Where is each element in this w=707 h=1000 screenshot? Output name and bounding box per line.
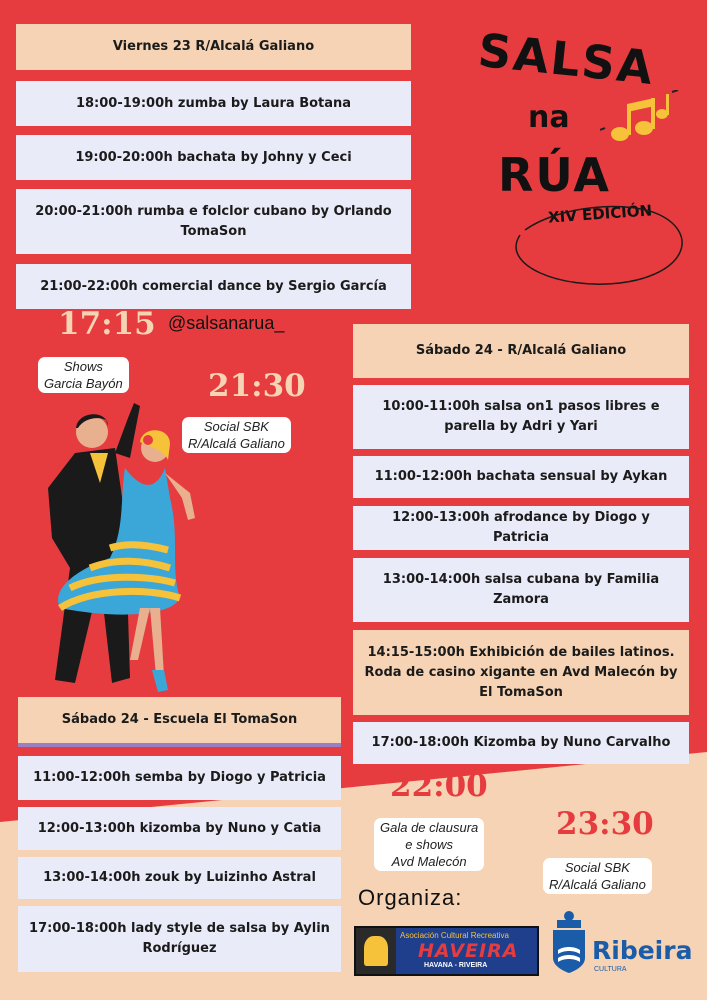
friday-header: Viernes 23 R/Alcalá Galiano [16,24,411,70]
saturday-street-item: 13:00-14:00h salsa cubana by Familia Zamora [353,558,689,622]
saturday-school-item: 13:00-14:00h zouk by Luizinho Astral [18,857,341,899]
friday-item: 21:00-22:00h comercial dance by Sergio García [16,264,411,309]
saturday-street-item: 17:00-18:00h Kizomba by Nuno Carvalho [353,722,689,764]
saturday-school-item: 17:00-18:00h lady style de salsa by Aylin Rodríguez [18,906,341,972]
event-tag-line: R/Alcalá Galiano [549,877,646,892]
saturday-school-header: Sábado 24 - Escuela El TomaSon [18,697,341,747]
haveira-sub: HAVANA - RIVEIRA [424,962,488,969]
saturday-school-item: 11:00-12:00h semba by Diogo y Patricia [18,756,341,800]
music-notes-icon [600,90,680,150]
event-time: 21:30 [208,368,306,404]
saturday-school-item: 12:00-13:00h kizomba by Nuno y Catia [18,807,341,850]
haveira-top-text: Asociación Cultural Recreativa [400,931,509,940]
event-time: 17:15 [58,306,156,342]
event-tag-line: Shows [63,359,103,374]
event-tag-line: Social SBK [564,860,630,875]
saturday-street-item: 11:00-12:00h bachata sensual by Aykan [353,456,689,498]
event-tag-line: R/Alcalá Galiano [188,436,285,451]
ribeira-sub: CULTURA [594,966,627,973]
instagram-handle: @salsanarua_ [168,313,285,333]
logo-swoosh [500,195,700,295]
event-tag-line: e shows [405,837,453,852]
logo-rua: RÚA [498,148,611,202]
dancing-couple-illustration [30,398,205,698]
saturday-street-header: Sábado 24 - R/Alcalá Galiano [353,324,689,378]
haveira-name: HAVEIRA [418,940,519,962]
haveira-emblem-icon [356,928,396,974]
saturday-street-item: 12:00-13:00h afrodance by Diogo y Patricia [353,506,689,550]
haveira-logo [354,926,539,976]
saturday-street-item: 14:15-15:00h Exhibición de bailes latinos. Roda de casino xigante en Avd Malecón by El TomaSon [353,630,689,715]
ribeira-logo [550,910,700,978]
event-time: 22:00 [390,768,488,804]
logo-na: na [528,100,570,135]
event-tag-line: Avd Malecón [391,854,467,869]
saturday-street-item: 10:00-11:00h salsa on1 pasos libres e parella by Adri y Yari [353,385,689,449]
event-tag-line: Gala de clausura [380,820,479,835]
event-tag [543,858,652,894]
friday-item: 19:00-20:00h bachata by Johny y Ceci [16,135,411,180]
event-tag [374,818,484,871]
friday-item: 20:00-21:00h rumba e folclor cubano by Orlando TomaSon [16,189,411,254]
ribeira-shield-icon [550,910,588,974]
friday-item: 18:00-19:00h zumba by Laura Botana [16,81,411,126]
organiza-label: Organiza: [358,885,463,910]
ribeira-name: Ribeira [592,936,693,965]
logo-salsa: SALSA [475,22,658,96]
event-time: 23:30 [556,806,654,842]
event-tag-line: Garcia Bayón [44,376,123,391]
logo-edition: XIV EDICIÓN [547,201,653,227]
event-tag-line: Social SBK [203,419,269,434]
event-tag [38,357,129,393]
